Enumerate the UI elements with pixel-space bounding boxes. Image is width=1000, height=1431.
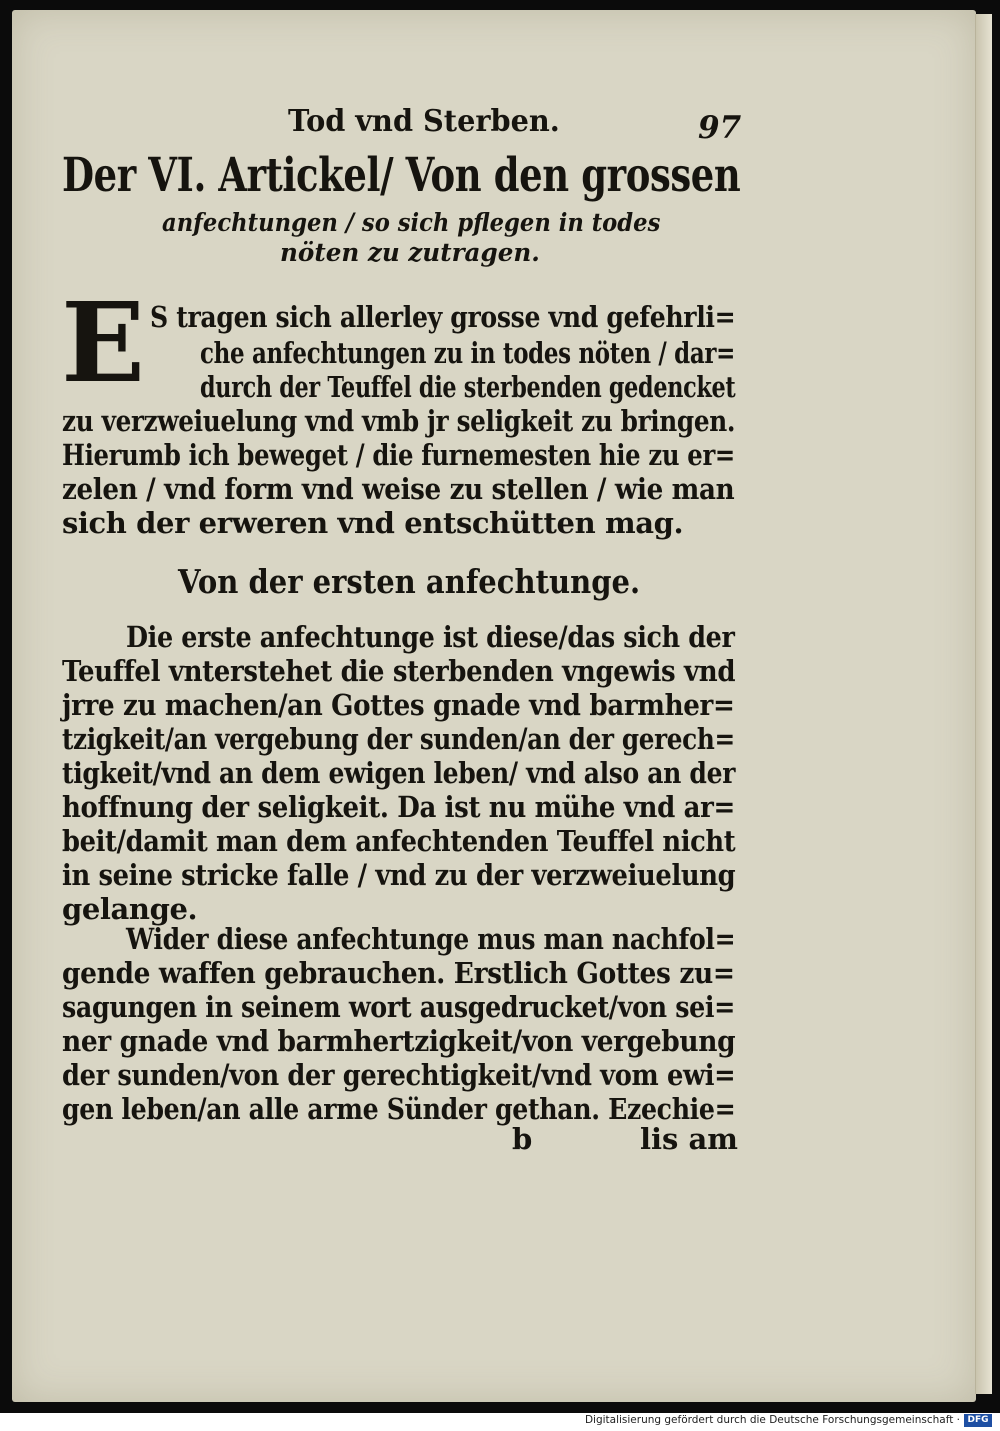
text-line: zu verzweiuelung vnd vmb jr seligkeit zu bringen. [62,404,736,438]
signature-mark: b [512,1122,533,1156]
text-line: Hierumb ich beweget / die furnemesten hie zu er= [62,438,735,472]
drop-cap: E [61,278,145,407]
text-line: jrre zu machen/an Gottes gnade vnd barmher= [62,688,735,722]
subtitle-line: anfechtungen / so sich pflegen in todes [162,208,661,237]
running-head: Tod vnd Sterben. [288,104,560,139]
dfg-logo: DFG [964,1414,992,1427]
text-line: sich der erweren vnd entschütten mag. [62,506,684,540]
text-line: sagungen in seinem wort ausgedrucket/von sei= [62,990,736,1024]
text-line: gelange. [62,892,198,926]
chapter-title: Der VI. Artickel/ Von den grossen [62,148,741,203]
footer-credit: Digitalisierung gefördert durch die Deutsche Forschungsgemeinschaft · [584,1414,960,1426]
section-heading: Von der ersten anfechtunge. [178,562,641,601]
page-number: 97 [698,110,742,146]
text-line: Die erste anfechtunge ist diese/das sich der [126,620,735,654]
text-line: durch der Teuffel die sterbenden gedencket [200,370,736,404]
text-line: Wider diese anfechtunge mus man nachfol= [126,922,736,956]
page-edge [975,14,992,1394]
text-line: S tragen sich allerley grosse vnd gefehrli= [150,300,736,334]
text-line: gende waffen gebrauchen. Erstlich Gottes zu= [62,956,735,990]
text-line: ner gnade vnd barmhertzigkeit/von vergebung [62,1024,736,1058]
text-line: tzigkeit/an vergebung der sunden/an der gerech= [62,722,735,756]
text-line: in seine stricke falle / vnd zu der verzweiuelung [62,858,736,892]
text-line: der sunden/von der gerechtigkeit/vnd vom ewi= [62,1058,736,1092]
subtitle-line: nöten zu zutragen. [280,238,540,267]
text-line: tigkeit/vnd an dem ewigen leben/ vnd also an der [62,756,736,790]
catchword: lis am [640,1122,738,1156]
text-line: Teuffel vnterstehet die sterbenden vngewis vnd [62,654,736,688]
text-line: gen leben/an alle arme Sünder gethan. Ezechie= [62,1092,736,1126]
text-line: beit/damit man dem anfechtenden Teuffel nicht [62,824,736,858]
text-line: hoffnung der seligkeit. Da ist nu mühe vnd ar= [62,790,735,824]
text-line: che anfechtungen zu in todes nöten / dar= [200,336,736,370]
text-line: zelen / vnd form vnd weise zu stellen / wie man [62,472,735,506]
